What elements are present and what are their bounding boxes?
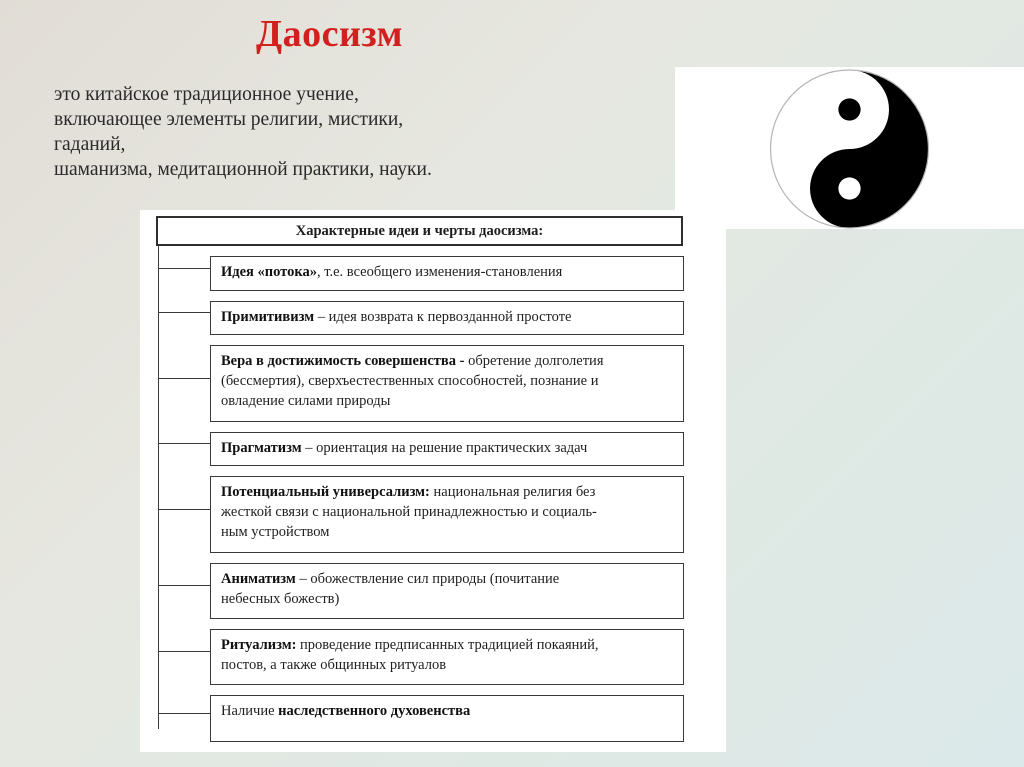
feature-line bbox=[221, 438, 675, 458]
feature-term: Примитивизм bbox=[221, 309, 315, 325]
feature-description: (бессмертия), сверхъестественных способностей, познание и bbox=[221, 373, 599, 389]
definition-text bbox=[54, 82, 432, 182]
feature-term: Прагматизм bbox=[221, 440, 302, 456]
feature-description: жесткой связи с национальной принадлежностью и социаль- bbox=[221, 504, 597, 520]
feature-description: национальная религия без bbox=[429, 484, 596, 500]
feature-description: проведение предписанных традицией покаяний, bbox=[296, 637, 599, 653]
connector-line bbox=[158, 651, 210, 652]
definition-line: шаманизма, медитационной практики, науки. bbox=[54, 159, 432, 180]
feature-term: Аниматизм bbox=[221, 571, 296, 587]
feature-description: ным устройством bbox=[221, 524, 330, 540]
feature-box bbox=[210, 476, 684, 553]
definition-line: это китайское традиционное учение, bbox=[54, 84, 359, 105]
connector-line bbox=[158, 713, 210, 714]
feature-line bbox=[221, 569, 675, 589]
feature-line bbox=[221, 522, 675, 542]
feature-term: Вера в достижимость совершенства - bbox=[221, 353, 465, 369]
feature-description: – обожествление сил природы (почитание bbox=[295, 571, 560, 587]
feature-description: – идея возврата к первозданной простоте bbox=[314, 309, 572, 325]
feature-box bbox=[210, 432, 684, 466]
feature-description: Наличие bbox=[221, 703, 279, 719]
feature-term: наследственного духовенства bbox=[278, 703, 471, 719]
feature-term: Ритуализм: bbox=[221, 637, 297, 653]
features-diagram bbox=[140, 210, 726, 752]
diagram-header: Характерные идеи и черты даосизма: bbox=[156, 216, 683, 246]
feature-line bbox=[221, 351, 675, 371]
connector-line bbox=[158, 585, 210, 586]
connector-line bbox=[158, 378, 210, 379]
feature-line bbox=[221, 482, 675, 502]
feature-box bbox=[210, 629, 684, 685]
definition-line: гаданий, bbox=[54, 134, 126, 155]
definition-line: включающее элементы религии, мистики, bbox=[54, 109, 404, 130]
feature-description: , т.е. всеобщего изменения-становления bbox=[317, 264, 563, 280]
connector-line bbox=[158, 312, 210, 313]
connector-line bbox=[158, 509, 210, 510]
feature-box bbox=[210, 256, 684, 291]
feature-line bbox=[221, 701, 675, 721]
slide-title: Даосизм bbox=[256, 13, 404, 55]
yin-yang-panel bbox=[675, 67, 1024, 229]
yin-yang-icon bbox=[766, 68, 933, 230]
feature-line bbox=[221, 371, 675, 391]
feature-term: Идея «потока» bbox=[221, 264, 317, 280]
connector-line bbox=[158, 443, 210, 444]
feature-line bbox=[221, 655, 675, 675]
feature-description: – ориентация на решение практических задач bbox=[301, 440, 588, 456]
feature-line bbox=[221, 391, 675, 411]
feature-description: небесных божеств) bbox=[221, 591, 340, 607]
feature-box bbox=[210, 301, 684, 335]
diagram-bracket-line bbox=[158, 246, 159, 729]
feature-description: постов, а также общинных ритуалов bbox=[221, 657, 447, 673]
feature-description: овладение силами природы bbox=[221, 393, 391, 409]
feature-line bbox=[221, 502, 675, 522]
feature-line bbox=[221, 307, 675, 327]
connector-line bbox=[158, 268, 210, 269]
feature-box bbox=[210, 345, 684, 422]
feature-line bbox=[221, 589, 675, 609]
feature-line bbox=[221, 635, 675, 655]
feature-term: Потенциальный универсализм: bbox=[221, 484, 430, 500]
feature-box bbox=[210, 695, 684, 742]
feature-line bbox=[221, 262, 675, 282]
feature-description: обретение долголетия bbox=[464, 353, 604, 369]
feature-box bbox=[210, 563, 684, 619]
